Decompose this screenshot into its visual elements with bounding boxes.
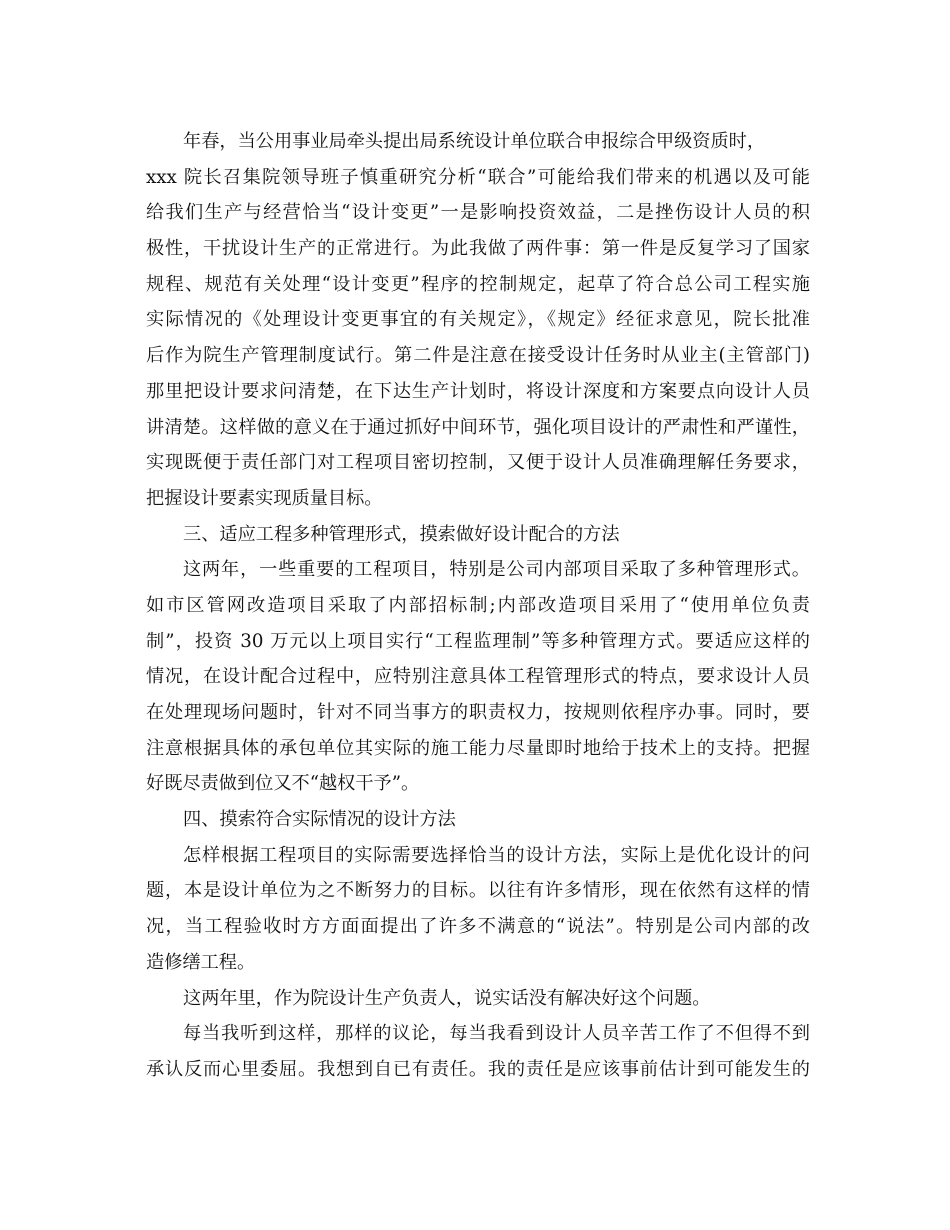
text-line: 如市区管网改造项目采取了内部招标制;内部改造项目采用了“使用单位负责 [146,594,810,616]
text-line: 况，当工程验收时方方面面提出了许多不满意的“说法”。特别是公司内部的改 [146,916,810,938]
text-line: 怎样根据工程项目的实际需要选择恰当的设计方法，实际上是优化设计的问 [183,844,810,866]
text-line: 这两年，一些重要的工程项目，特别是公司内部项目采取了多种管理形式。 [183,559,810,581]
text-line: 实现既便于责任部门对工程项目密切控制，又便于设计人员准确理解任务要求， [146,452,810,474]
text-line: 把握设计要素实现质量目标。 [146,487,383,509]
text-line: 好既尽责做到位又不“越权干予”。 [146,773,420,795]
text-line: 每当我听到这样，那样的议论，每当我看到设计人员辛苦工作了不但得不到 [183,1023,810,1045]
text-line: 那里把设计要求问清楚，在下达生产计划时，将设计深度和方案要点向设计人员 [146,380,810,402]
text-line: 实际情况的《处理设计变更事宜的有关规定》，《规定》经征求意见，院长批准 [146,309,810,331]
text-line: xxx 院长召集院领导班子慎重研究分析“联合”可能给我们带来的机遇以及可能 [146,166,810,188]
text-line: 注意根据具体的承包单位其实际的施工能力尽量即时地给于技术上的支持。把握 [146,737,810,759]
text-line: 承认反而心里委屈。我想到自已有责任。我的责任是应该事前估计到可能发生的 [146,1058,810,1080]
text-line: 在处理现场问题时，针对不同当事方的职责权力，按规则依程序办事。同时，要 [146,702,810,723]
document-body [146,130,810,1094]
text-line: 讲清楚。这样做的意义在于通过抓好中间环节，强化项目设计的严肃性和严谨性， [146,416,810,438]
text-line: 题，本是设计单位为之不断努力的目标。以往有许多情形，现在依然有这样的情 [146,880,810,902]
text-line: 年春，当公用事业局牵头提出局系统设计单位联合申报综合甲级资质时， [183,131,766,152]
text-line: 制”，投资 30 万元以上项目实行“工程监理制”等多种管理方式。要适应这样的 [146,630,810,652]
text-line: 给我们生产与经营恰当“设计变更”一是影响投资效益，二是挫伤设计人员的积 [146,202,810,224]
text-line: 造修缮工程。 [146,951,256,973]
text-line: 后作为院生产管理制度试行。第二件是注意在接受设计任务时从业主(主管部门) [146,345,810,367]
text-line: 规程、规范有关处理“设计变更”程序的控制规定，起草了符合总公司工程实施 [146,273,810,295]
section-heading: 三、适应工程多种管理形式，摸索做好设计配合的方法 [183,523,620,545]
text-line: 情况，在设计配合过程中，应特别注意具体工程管理形式的特点，要求设计人员 [146,666,810,688]
text-line: 极性，干扰设计生产的正常进行。为此我做了两件事：第一件是反复学习了国家 [146,238,810,260]
text-line: 这两年里，作为院设计生产负责人，说实话没有解决好这个问题。 [183,987,711,1009]
section-heading: 四、摸索符合实际情况的设计方法 [183,809,456,831]
